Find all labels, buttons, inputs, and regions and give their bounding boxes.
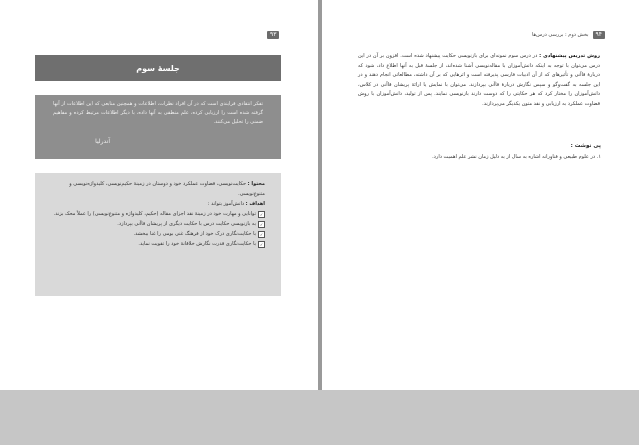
goal-text: توانایی و مهارت خود در زمینهٔ نقد اجزای مقاله (حکیم، کلیدواژه و متنوع‌نویسی) را عملاً محک بزند.	[53, 211, 256, 217]
goal-item	[47, 239, 265, 249]
checkbox-icon: ✓	[259, 211, 264, 217]
goals-intro: دانش‌آموز بتواند :	[207, 201, 245, 207]
page-number: ۹۴	[593, 31, 605, 39]
session-title-bar	[35, 55, 281, 81]
notes-title: پی نوشت :	[570, 143, 601, 149]
goal-text: با حکایت‌نگاری درک خود از فرهنگ غنی بومی را غنا ببخشد.	[133, 231, 256, 237]
quote-author: آندرلیا	[95, 138, 110, 145]
goal-text: به بازنویسی حکایت درس با حکایت دیگری از پریشان قاآنی بپردازد.	[117, 221, 256, 227]
goal-item	[47, 209, 265, 219]
footnote: ۱. در علوم طبیعی و فناورانه اشاره به سال از به دلیل زمان نشر علم اهمیت دارد.	[432, 154, 601, 160]
lesson-content-box	[35, 173, 281, 296]
session-title: جلسهٔ سوم	[136, 63, 180, 73]
checkbox-icon: ✓	[259, 241, 264, 247]
content-line	[47, 179, 265, 199]
quote-text: تفکر انتقادی فرایندی است که در آن افراد نظرات، اطلاعات و همچنین منابعی که این اطلاعات از آنها گرفته شده است را ارزیابی کرده، علم منطقی به آنها داده، با دیگر اطلاعات مرتبط کرده و مفاهیم ضمنی را تحلیل می‌کنند.	[53, 101, 263, 125]
teaching-method-paragraph	[358, 52, 600, 110]
left-page	[0, 0, 318, 390]
running-head-text: بخش دوم : بررسی درس‌ها	[531, 32, 589, 38]
running-head	[532, 31, 605, 39]
method-text: در درس سوم نمونه‌ای برای بازنویسی حکایت پیشنهاد شده است. افزون بر آن در این درس می‌توان با توجه به اینکه دانش‌آموزان با مقاله‌نویسی آشنا شده‌اند، از جلسهٔ قبل به آنها اطلاع داد، شود که دربارهٔ قاآنی و تأثیرهای که از آن ادبیات فارسی پذیرفته است و اثرهایی که بر آن داشته، مطالعاتی انجام دهند و در این جلسه به گفت‌وگو و سپس نگارش دربارهٔ قاآنی بپردازند. می‌توان با نمایش یا ارائهٔ پریشان قاآنی در کلاس، دانش‌آموزان را مختار کرد که هر حکایتی را که دوست دارند بازنویسی نمایند. پس از تولید، دانش‌آموزان با روش قضاوت عملکرد به ارزیابی و نقد متون یکدیگر می‌پردازند.	[358, 53, 600, 107]
content-label: محتوا :	[247, 181, 265, 187]
quote-box	[35, 95, 281, 159]
page-number: ۹۳	[267, 31, 279, 39]
goal-text: با حکایت‌نگاری قدرت نگارش خلاقانهٔ خود را تقویت نماید.	[138, 241, 256, 247]
content-text: حکایت‌نویسی، قضاوت عملکرد خود و دوستان در زمینهٔ حکیم‌نویسی، کلیدواژه‌نویسی و متنوع‌نویسی.	[69, 181, 265, 197]
method-label: روش تدریس پیشنهادی :	[539, 53, 600, 59]
goal-item	[47, 219, 265, 229]
checkbox-icon: ✓	[259, 231, 264, 237]
goals-label: اهداف :	[245, 201, 265, 207]
right-page	[322, 0, 639, 390]
goal-item	[47, 229, 265, 239]
checkbox-icon: ✓	[259, 221, 264, 227]
viewer-background	[0, 390, 639, 445]
goals-line	[47, 199, 265, 209]
